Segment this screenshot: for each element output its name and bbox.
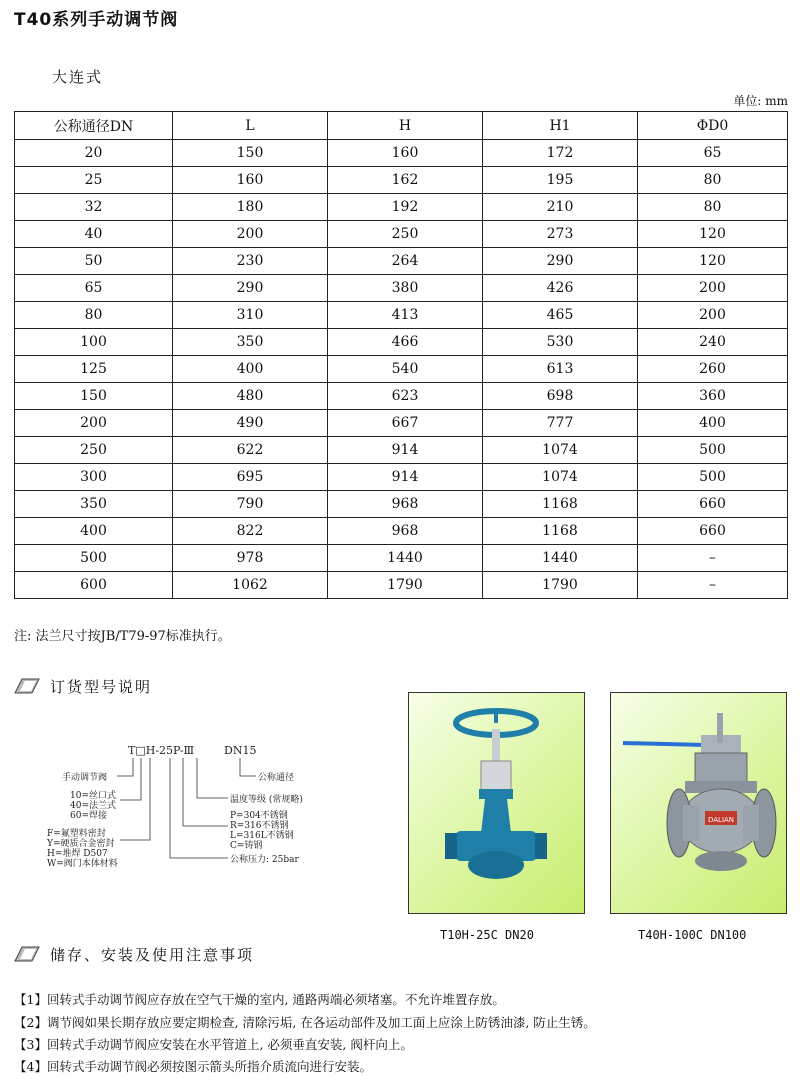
table-cell: 200: [638, 302, 788, 329]
table-cell: 698: [483, 383, 638, 410]
label-pressure: 公称压力: 25bar: [230, 855, 299, 865]
col-header-l: L: [173, 112, 328, 140]
table-cell: 150: [173, 140, 328, 167]
table-cell: 1062: [173, 572, 328, 599]
table-cell: 500: [638, 464, 788, 491]
table-cell: 777: [483, 410, 638, 437]
table-cell: 660: [638, 491, 788, 518]
storage-heading-text: 储存、安装及使用注意事项: [50, 946, 255, 964]
table-cell: 480: [173, 383, 328, 410]
label-seal-h: H=堆焊 D507: [47, 849, 108, 859]
table-cell: 914: [328, 437, 483, 464]
table-cell: 195: [483, 167, 638, 194]
model-code-dn: DN15: [224, 744, 257, 757]
table-cell: 310: [173, 302, 328, 329]
nameplate-text: DALIAN: [708, 816, 735, 824]
table-cell: 65: [638, 140, 788, 167]
table-cell: 400: [173, 356, 328, 383]
label-material-c: C=铸钢: [230, 841, 263, 851]
table-cell: 65: [15, 275, 173, 302]
table-cell: 1168: [483, 491, 638, 518]
table-cell: 25: [15, 167, 173, 194]
table-cell: 968: [328, 518, 483, 545]
table-cell: 240: [638, 329, 788, 356]
col-header-dn: 公称通径DN: [15, 112, 173, 140]
table-cell: 600: [15, 572, 173, 599]
table-cell: –: [638, 545, 788, 572]
table-cell: 400: [638, 410, 788, 437]
table-cell: 1168: [483, 518, 638, 545]
table-cell: 160: [173, 167, 328, 194]
storage-note-4: 【4】回转式手动调节阀必须按图示箭头所指介质流向进行安装。: [14, 1059, 372, 1074]
label-seal-f: F=氟塑料密封: [47, 829, 106, 839]
order-heading-text: 订货型号说明: [50, 678, 153, 696]
label-seal-y: Y=硬质合金密封: [47, 839, 115, 849]
page-title: T40系列手动调节阀: [14, 10, 179, 30]
table-note: 注: 法兰尺寸按JB/T79-97标准执行。: [14, 629, 231, 644]
label-material-r: R=316不锈钢: [230, 821, 289, 831]
table-cell: 1074: [483, 437, 638, 464]
table-cell: 32: [15, 194, 173, 221]
table-cell: 80: [638, 167, 788, 194]
label-dn: 公称通径: [258, 773, 295, 783]
table-cell: 500: [15, 545, 173, 572]
table-cell: 273: [483, 221, 638, 248]
table-cell: 150: [15, 383, 173, 410]
section-subtitle: 大连式: [52, 68, 104, 86]
col-header-h1: H1: [483, 112, 638, 140]
table-cell: 622: [173, 437, 328, 464]
table-cell: 1440: [483, 545, 638, 572]
table-cell: 400: [15, 518, 173, 545]
globe-valve-illustration: [409, 693, 584, 913]
table-cell: 1790: [328, 572, 483, 599]
table-cell: 623: [328, 383, 483, 410]
table-cell: 20: [15, 140, 173, 167]
table-cell: 125: [15, 356, 173, 383]
table-cell: 466: [328, 329, 483, 356]
photo-caption-2: T40H-100C DN100: [638, 928, 747, 942]
table-cell: 540: [328, 356, 483, 383]
table-cell: 822: [173, 518, 328, 545]
table-cell: 100: [15, 329, 173, 356]
table-cell: 667: [328, 410, 483, 437]
table-cell: 790: [173, 491, 328, 518]
diagram-lines: [0, 0, 400, 880]
table-cell: 290: [173, 275, 328, 302]
table-cell: 465: [483, 302, 638, 329]
valve-photo-t40h: [610, 692, 787, 914]
table-cell: 120: [638, 248, 788, 275]
table-cell: 230: [173, 248, 328, 275]
table-cell: 490: [173, 410, 328, 437]
table-cell: 660: [638, 518, 788, 545]
table-cell: 978: [173, 545, 328, 572]
table-cell: 350: [173, 329, 328, 356]
table-cell: 200: [15, 410, 173, 437]
table-cell: 250: [15, 437, 173, 464]
col-header-h: H: [328, 112, 483, 140]
label-material-l: L=316L不锈钢: [230, 831, 294, 841]
table-cell: 350: [15, 491, 173, 518]
table-cell: 172: [483, 140, 638, 167]
table-cell: 260: [638, 356, 788, 383]
table-cell: 530: [483, 329, 638, 356]
label-seal-w: W=阀门本体材料: [47, 859, 118, 869]
label-valve-name: 手动调节阀: [62, 773, 108, 783]
table-cell: 360: [638, 383, 788, 410]
label-material-p: P=304不锈钢: [230, 811, 288, 821]
table-cell: 500: [638, 437, 788, 464]
table-cell: 50: [15, 248, 173, 275]
label-connection-10: 10=丝口式: [70, 791, 116, 801]
table-cell: 300: [15, 464, 173, 491]
storage-note-1: 【1】回转式手动调节阀应存放在空气干燥的室内, 通路两端必须堵塞。不允许堆置存放。: [14, 992, 505, 1007]
table-cell: 264: [328, 248, 483, 275]
table-cell: 160: [328, 140, 483, 167]
table-cell: –: [638, 572, 788, 599]
table-cell: 180: [173, 194, 328, 221]
section-marker-icon: [14, 946, 40, 962]
table-cell: 613: [483, 356, 638, 383]
table-cell: 1790: [483, 572, 638, 599]
label-connection-40: 40=法兰式: [70, 801, 116, 811]
table-cell: 162: [328, 167, 483, 194]
table-cell: 290: [483, 248, 638, 275]
table-cell: 426: [483, 275, 638, 302]
table-cell: 380: [328, 275, 483, 302]
model-code: T□H-25P-Ⅲ: [128, 744, 195, 757]
table-cell: 695: [173, 464, 328, 491]
table-cell: 968: [328, 491, 483, 518]
col-header-d0: ΦD0: [638, 112, 788, 140]
table-cell: 413: [328, 302, 483, 329]
valve-photo-t10h: [408, 692, 585, 914]
table-cell: 120: [638, 221, 788, 248]
table-cell: 40: [15, 221, 173, 248]
storage-note-3: 【3】回转式手动调节阀应安装在水平管道上, 必须垂直安装, 阀杆向上。: [14, 1037, 413, 1052]
table-cell: 250: [328, 221, 483, 248]
table-cell: 80: [638, 194, 788, 221]
table-cell: 914: [328, 464, 483, 491]
label-temp: 温度等级 (常规略): [230, 795, 303, 805]
table-cell: 200: [173, 221, 328, 248]
unit-label: 单位: mm: [733, 94, 788, 108]
table-cell: 192: [328, 194, 483, 221]
photo-caption-1: T10H-25C DN20: [440, 928, 534, 942]
table-cell: 1440: [328, 545, 483, 572]
label-connection-60: 60=焊接: [70, 811, 107, 821]
table-cell: 200: [638, 275, 788, 302]
table-cell: 1074: [483, 464, 638, 491]
table-cell: 80: [15, 302, 173, 329]
storage-note-2: 【2】调节阀如果长期存放应要定期检查, 清除污垢, 在各运动部件及加工面上应涂上防锈油漆, 防止生锈。: [14, 1015, 596, 1030]
flanged-valve-illustration: [611, 693, 786, 913]
table-cell: 210: [483, 194, 638, 221]
storage-section-heading: [14, 944, 254, 965]
